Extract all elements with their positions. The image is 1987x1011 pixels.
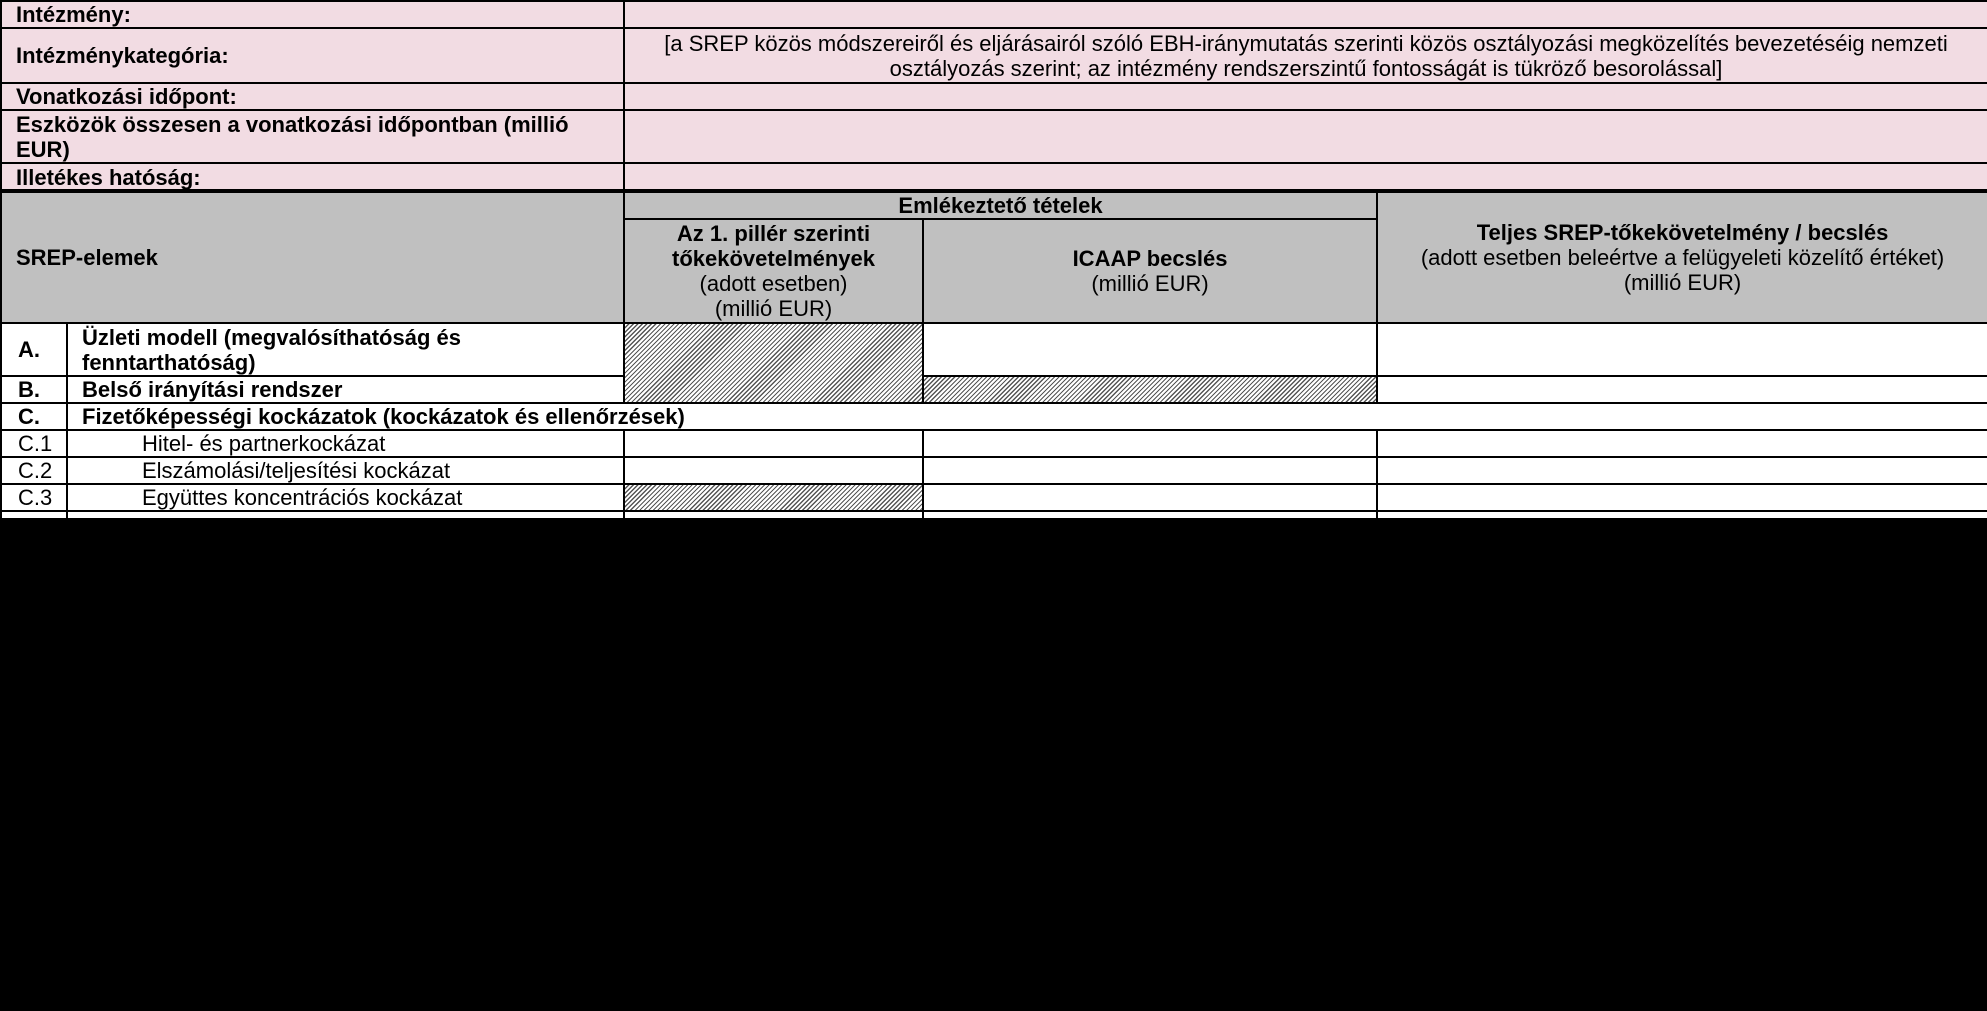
total-cell[interactable] (1377, 323, 1987, 376)
pillar1-cell[interactable] (624, 457, 923, 484)
icaap-unit: (millió EUR) (1091, 271, 1209, 296)
pillar1-unit: (millió EUR) (714, 296, 833, 321)
total-cell[interactable] (1377, 376, 1987, 403)
pillar1-cell[interactable] (624, 511, 923, 518)
info-row-institution (1, 1, 1987, 28)
srep-header-row-1 (1, 191, 1987, 219)
reference-date-value[interactable] (624, 83, 1987, 110)
row-label: Hitel- és partnerkockázat (67, 430, 624, 457)
row-code-partial (1, 511, 67, 518)
pillar1-header (624, 219, 923, 323)
info-row-category (1, 28, 1987, 83)
authority-label: Illetékes hatóság: (1, 163, 624, 191)
category-value[interactable]: [a SREP közös módszereiről és eljárásairól szóló EBH-iránymutatás szerinti közös osztályozási megközelítés bevezetéséig nemzeti osztályozás szerint; az intézmény rendszerszintű fontosságát is tükröző besorolással] (624, 28, 1987, 83)
row-label: Belső irányítási rendszer (67, 376, 624, 403)
table-row (1, 511, 1987, 518)
row-label: Együttes koncentrációs kockázat (67, 484, 624, 511)
icaap-cell[interactable] (923, 430, 1377, 457)
icaap-cell[interactable] (923, 484, 1377, 511)
total-cell[interactable] (1377, 511, 1987, 518)
table-row (1, 403, 1987, 430)
table-row (1, 376, 1987, 403)
table-row (1, 430, 1987, 457)
row-label: Elszámolási/teljesítési kockázat (67, 457, 624, 484)
total-assets-label: Eszközök összesen a vonatkozási időpontban (millió EUR) (1, 110, 624, 163)
table-row (1, 484, 1987, 511)
total-srep-unit: (millió EUR) (1623, 270, 1742, 295)
row-label-partial (67, 511, 624, 518)
srep-elements-table (0, 189, 1987, 518)
total-cell[interactable] (1377, 484, 1987, 511)
table-row (1, 323, 1987, 376)
institution-info-table (0, 0, 1987, 192)
pillar1-title: Az 1. pillér szerinti tőkekövetelmények (672, 221, 876, 271)
total-cell[interactable] (1377, 457, 1987, 484)
info-row-authority (1, 163, 1987, 191)
pillar1-cell[interactable] (624, 430, 923, 457)
icaap-header (923, 219, 1377, 323)
total-srep-note: (adott esetben beleértve a felügyeleti közelítő értéket) (1420, 245, 1945, 270)
row-code: C. (1, 403, 67, 430)
icaap-cell[interactable] (923, 511, 1377, 518)
row-code: C.1 (1, 430, 67, 457)
category-label: Intézménykategória: (1, 28, 624, 83)
hatched-cell (923, 376, 1377, 403)
hatched-cell (624, 323, 923, 403)
icaap-title: ICAAP becslés (1072, 246, 1228, 271)
pillar1-note: (adott esetben) (699, 271, 848, 296)
icaap-cell[interactable] (923, 457, 1377, 484)
total-srep-header (1377, 191, 1987, 323)
institution-label: Intézmény: (1, 1, 624, 28)
row-code: C.3 (1, 484, 67, 511)
row-code: B. (1, 376, 67, 403)
info-row-total-assets (1, 110, 1987, 163)
srep-elements-header: SREP-elemek (1, 191, 624, 323)
row-label: Fizetőképességi kockázatok (kockázatok és ellenőrzések) (67, 403, 1987, 430)
total-srep-title: Teljes SREP-tőkekövetelmény / becslés (1476, 220, 1889, 245)
row-code: C.2 (1, 457, 67, 484)
row-code: A. (1, 323, 67, 376)
institution-value[interactable] (624, 1, 1987, 28)
reference-date-label: Vonatkozási időpont: (1, 83, 624, 110)
row-label: Üzleti modell (megvalósíthatóság és fenntarthatóság) (67, 323, 624, 376)
icaap-cell[interactable] (923, 323, 1377, 376)
memo-items-header: Emlékeztető tételek (624, 191, 1377, 219)
total-assets-value[interactable] (624, 110, 1987, 163)
table-row (1, 457, 1987, 484)
authority-value[interactable] (624, 163, 1987, 191)
info-row-reference-date (1, 83, 1987, 110)
hatched-cell (624, 484, 923, 511)
total-cell[interactable] (1377, 430, 1987, 457)
